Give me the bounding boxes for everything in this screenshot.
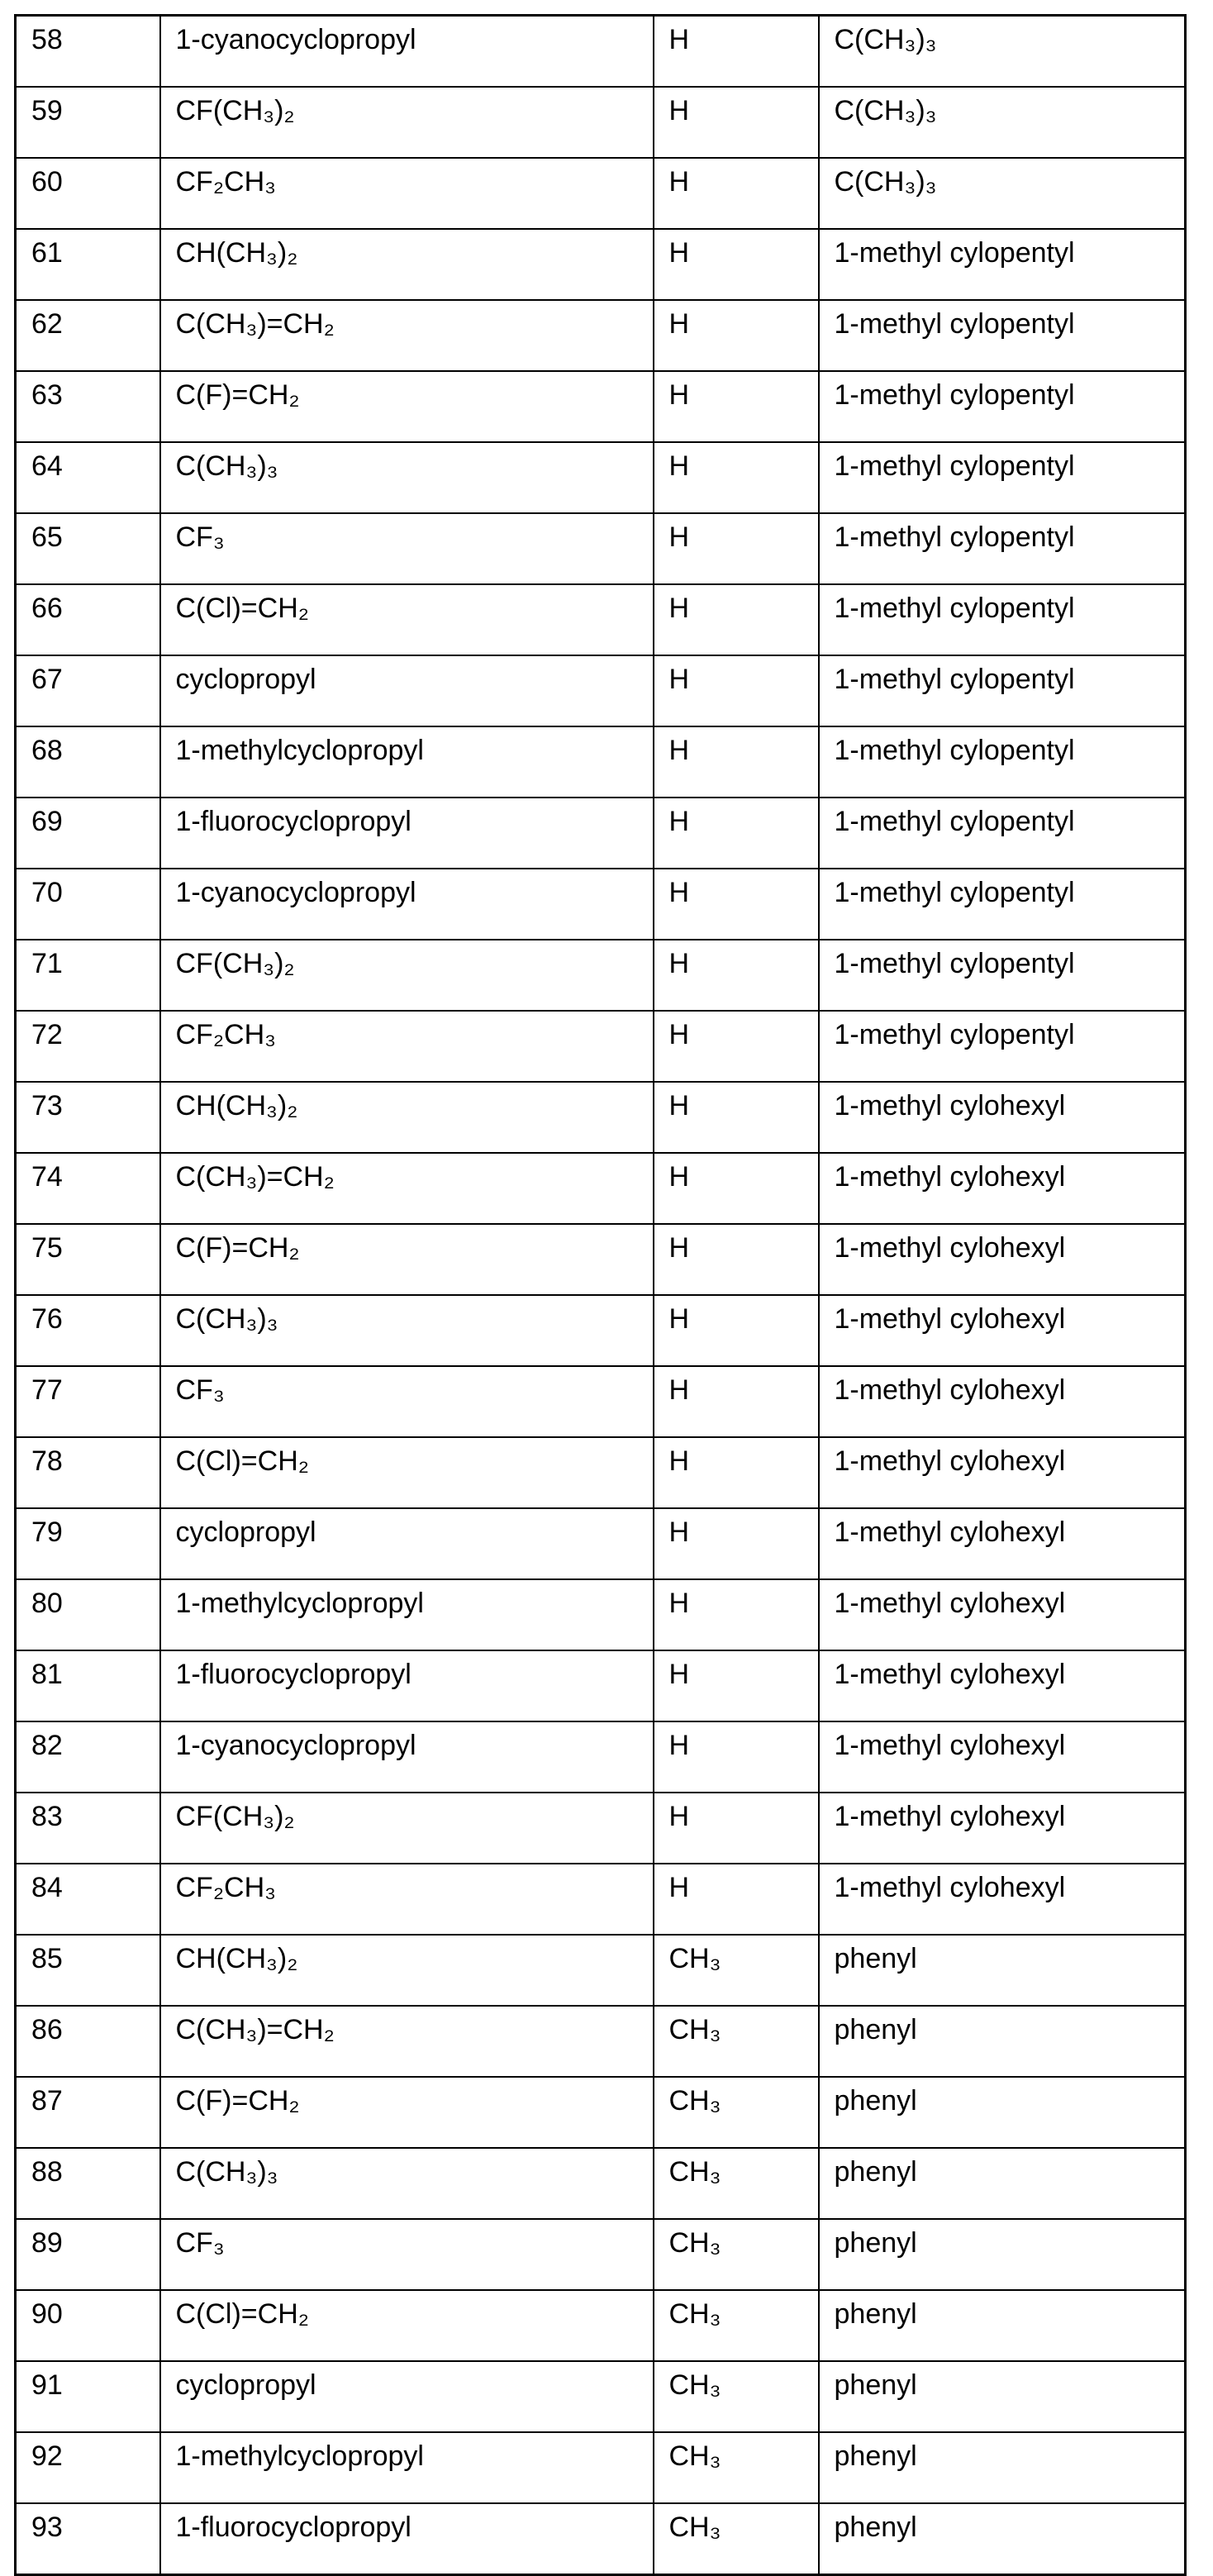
compound-number-cell: 70: [16, 869, 160, 940]
table-row: [16, 2006, 1186, 2077]
compound-number-cell: 64: [16, 442, 160, 513]
substituent-3-cell: 1-methyl cylopentyl: [819, 869, 1186, 940]
compound-number-cell: 87: [16, 2077, 160, 2148]
table-row: [16, 2290, 1186, 2361]
substituent-2-cell: H: [654, 1508, 819, 1579]
substituent-3-cell: 1-methyl cylohexyl: [819, 1437, 1186, 1508]
substituent-1-cell: 1-fluorocyclopropyl: [160, 1650, 654, 1721]
compound-number-cell: 66: [16, 584, 160, 655]
substituent-1-cell: 1-cyanocyclopropyl: [160, 1721, 654, 1793]
compound-number-cell: 92: [16, 2432, 160, 2503]
substituent-2-cell: H: [654, 1153, 819, 1224]
table-body: [16, 16, 1186, 2575]
substituent-2-cell: CH₃: [654, 2077, 819, 2148]
substituent-2-cell: CH₃: [654, 1935, 819, 2006]
substituent-3-cell: 1-methyl cylopentyl: [819, 300, 1186, 371]
substituent-1-cell: CH(CH₃)₂: [160, 1082, 654, 1153]
substituent-2-cell: H: [654, 940, 819, 1011]
substituent-2-cell: H: [654, 442, 819, 513]
substituent-3-cell: 1-methyl cylopentyl: [819, 940, 1186, 1011]
table-row: [16, 655, 1186, 726]
substituent-3-cell: 1-methyl cylopentyl: [819, 442, 1186, 513]
table-row: [16, 2219, 1186, 2290]
table-row: [16, 1650, 1186, 1721]
substituent-1-cell: CF(CH₃)₂: [160, 940, 654, 1011]
table-row: [16, 1935, 1186, 2006]
substituent-1-cell: 1-cyanocyclopropyl: [160, 869, 654, 940]
compound-number-cell: 81: [16, 1650, 160, 1721]
table-row: [16, 16, 1186, 88]
substituent-2-cell: H: [654, 1864, 819, 1935]
compound-number-cell: 58: [16, 16, 160, 88]
substituent-3-cell: 1-methyl cylohexyl: [819, 1508, 1186, 1579]
table-row: [16, 1437, 1186, 1508]
substituent-3-cell: 1-methyl cylohexyl: [819, 1721, 1186, 1793]
substituent-2-cell: H: [654, 1224, 819, 1295]
substituent-1-cell: C(CH₃)₃: [160, 442, 654, 513]
compound-number-cell: 59: [16, 87, 160, 158]
substituent-2-cell: H: [654, 1793, 819, 1864]
compound-number-cell: 79: [16, 1508, 160, 1579]
substituent-2-cell: H: [654, 1082, 819, 1153]
compound-number-cell: 78: [16, 1437, 160, 1508]
substituent-2-cell: H: [654, 158, 819, 229]
substituent-3-cell: phenyl: [819, 1935, 1186, 2006]
substituent-1-cell: cyclopropyl: [160, 1508, 654, 1579]
substituent-1-cell: C(CH₃)₃: [160, 2148, 654, 2219]
substituent-1-cell: CF₂CH₃: [160, 1864, 654, 1935]
table-row: [16, 2432, 1186, 2503]
substituent-1-cell: C(CH₃)=CH₂: [160, 2006, 654, 2077]
substituent-3-cell: 1-methyl cylopentyl: [819, 229, 1186, 300]
substituent-1-cell: CF₂CH₃: [160, 1011, 654, 1082]
substituent-1-cell: C(Cl)=CH₂: [160, 2290, 654, 2361]
substituent-3-cell: phenyl: [819, 2148, 1186, 2219]
substituent-3-cell: 1-methyl cylohexyl: [819, 1366, 1186, 1437]
compound-number-cell: 63: [16, 371, 160, 442]
substituent-2-cell: H: [654, 16, 819, 88]
substituent-2-cell: H: [654, 371, 819, 442]
substituent-1-cell: CF₃: [160, 2219, 654, 2290]
table-row: [16, 229, 1186, 300]
table-row: [16, 1721, 1186, 1793]
substituent-3-cell: 1-methyl cylohexyl: [819, 1153, 1186, 1224]
compound-number-cell: 91: [16, 2361, 160, 2432]
substituent-3-cell: 1-methyl cylohexyl: [819, 1650, 1186, 1721]
table-row: [16, 1295, 1186, 1366]
substituent-2-cell: CH₃: [654, 2503, 819, 2575]
substituent-2-cell: CH₃: [654, 2361, 819, 2432]
table-row: [16, 2361, 1186, 2432]
compound-number-cell: 61: [16, 229, 160, 300]
substituent-1-cell: C(F)=CH₂: [160, 1224, 654, 1295]
substituent-3-cell: 1-methyl cylohexyl: [819, 1864, 1186, 1935]
substituent-2-cell: H: [654, 87, 819, 158]
substituent-1-cell: CF₂CH₃: [160, 158, 654, 229]
substituent-3-cell: 1-methyl cylohexyl: [819, 1579, 1186, 1650]
substituent-3-cell: C(CH₃)₃: [819, 87, 1186, 158]
table-row: [16, 1579, 1186, 1650]
substituent-1-cell: CH(CH₃)₂: [160, 229, 654, 300]
substituent-3-cell: 1-methyl cylopentyl: [819, 513, 1186, 584]
substituent-2-cell: H: [654, 1295, 819, 1366]
compound-number-cell: 73: [16, 1082, 160, 1153]
substituent-1-cell: cyclopropyl: [160, 2361, 654, 2432]
compound-table: [14, 14, 1187, 2576]
substituent-3-cell: phenyl: [819, 2219, 1186, 2290]
substituent-2-cell: CH₃: [654, 2432, 819, 2503]
compound-number-cell: 83: [16, 1793, 160, 1864]
compound-number-cell: 65: [16, 513, 160, 584]
compound-number-cell: 80: [16, 1579, 160, 1650]
substituent-2-cell: H: [654, 1011, 819, 1082]
substituent-2-cell: H: [654, 1650, 819, 1721]
substituent-3-cell: phenyl: [819, 2077, 1186, 2148]
substituent-1-cell: C(F)=CH₂: [160, 2077, 654, 2148]
substituent-3-cell: 1-methyl cylopentyl: [819, 371, 1186, 442]
table-row: [16, 584, 1186, 655]
table-row: [16, 1082, 1186, 1153]
substituent-2-cell: CH₃: [654, 2219, 819, 2290]
substituent-1-cell: 1-fluorocyclopropyl: [160, 2503, 654, 2575]
substituent-3-cell: 1-methyl cylohexyl: [819, 1793, 1186, 1864]
table-row: [16, 1864, 1186, 1935]
compound-number-cell: 74: [16, 1153, 160, 1224]
compound-number-cell: 76: [16, 1295, 160, 1366]
table-row: [16, 1366, 1186, 1437]
table-row: [16, 513, 1186, 584]
substituent-3-cell: 1-methyl cylopentyl: [819, 655, 1186, 726]
substituent-1-cell: 1-methylcyclopropyl: [160, 726, 654, 798]
table-row: [16, 87, 1186, 158]
substituent-3-cell: 1-methyl cylohexyl: [819, 1295, 1186, 1366]
substituent-2-cell: H: [654, 1579, 819, 1650]
table-row: [16, 1224, 1186, 1295]
substituent-1-cell: CF(CH₃)₂: [160, 87, 654, 158]
substituent-1-cell: 1-methylcyclopropyl: [160, 1579, 654, 1650]
substituent-1-cell: C(Cl)=CH₂: [160, 584, 654, 655]
table-row: [16, 1153, 1186, 1224]
substituent-3-cell: phenyl: [819, 2361, 1186, 2432]
table-row: [16, 2503, 1186, 2575]
substituent-2-cell: CH₃: [654, 2290, 819, 2361]
table-row: [16, 940, 1186, 1011]
table-row: [16, 442, 1186, 513]
substituent-3-cell: 1-methyl cylohexyl: [819, 1082, 1186, 1153]
table-row: [16, 300, 1186, 371]
substituent-3-cell: 1-methyl cylopentyl: [819, 798, 1186, 869]
compound-number-cell: 68: [16, 726, 160, 798]
table-row: [16, 798, 1186, 869]
substituent-1-cell: cyclopropyl: [160, 655, 654, 726]
table-row: [16, 2148, 1186, 2219]
substituent-2-cell: H: [654, 798, 819, 869]
substituent-1-cell: C(CH₃)=CH₂: [160, 300, 654, 371]
substituent-2-cell: H: [654, 1437, 819, 1508]
substituent-2-cell: H: [654, 300, 819, 371]
substituent-3-cell: phenyl: [819, 2503, 1186, 2575]
substituent-1-cell: CF₃: [160, 1366, 654, 1437]
compound-number-cell: 75: [16, 1224, 160, 1295]
substituent-3-cell: phenyl: [819, 2432, 1186, 2503]
substituent-3-cell: 1-methyl cylopentyl: [819, 1011, 1186, 1082]
compound-number-cell: 60: [16, 158, 160, 229]
substituent-3-cell: phenyl: [819, 2290, 1186, 2361]
compound-number-cell: 85: [16, 1935, 160, 2006]
compound-number-cell: 67: [16, 655, 160, 726]
substituent-2-cell: H: [654, 229, 819, 300]
substituent-1-cell: 1-fluorocyclopropyl: [160, 798, 654, 869]
substituent-3-cell: 1-methyl cylopentyl: [819, 584, 1186, 655]
substituent-3-cell: C(CH₃)₃: [819, 16, 1186, 88]
compound-number-cell: 90: [16, 2290, 160, 2361]
compound-number-cell: 72: [16, 1011, 160, 1082]
substituent-1-cell: C(CH₃)₃: [160, 1295, 654, 1366]
substituent-2-cell: H: [654, 869, 819, 940]
compound-number-cell: 77: [16, 1366, 160, 1437]
compound-number-cell: 89: [16, 2219, 160, 2290]
compound-number-cell: 88: [16, 2148, 160, 2219]
compound-number-cell: 86: [16, 2006, 160, 2077]
table-row: [16, 726, 1186, 798]
substituent-1-cell: C(F)=CH₂: [160, 371, 654, 442]
table-row: [16, 371, 1186, 442]
substituent-3-cell: 1-methyl cylohexyl: [819, 1224, 1186, 1295]
substituent-2-cell: CH₃: [654, 2006, 819, 2077]
substituent-2-cell: H: [654, 584, 819, 655]
table-row: [16, 869, 1186, 940]
compound-number-cell: 71: [16, 940, 160, 1011]
substituent-2-cell: H: [654, 1721, 819, 1793]
compound-number-cell: 93: [16, 2503, 160, 2575]
substituent-1-cell: 1-methylcyclopropyl: [160, 2432, 654, 2503]
substituent-1-cell: C(CH₃)=CH₂: [160, 1153, 654, 1224]
substituent-1-cell: CH(CH₃)₂: [160, 1935, 654, 2006]
substituent-1-cell: 1-cyanocyclopropyl: [160, 16, 654, 88]
substituent-3-cell: phenyl: [819, 2006, 1186, 2077]
substituent-2-cell: H: [654, 726, 819, 798]
table-row: [16, 1011, 1186, 1082]
substituent-1-cell: CF₃: [160, 513, 654, 584]
compound-number-cell: 69: [16, 798, 160, 869]
substituent-2-cell: H: [654, 513, 819, 584]
compound-number-cell: 84: [16, 1864, 160, 1935]
substituent-1-cell: CF(CH₃)₂: [160, 1793, 654, 1864]
substituent-3-cell: C(CH₃)₃: [819, 158, 1186, 229]
substituent-2-cell: CH₃: [654, 2148, 819, 2219]
substituent-2-cell: H: [654, 655, 819, 726]
substituent-1-cell: C(Cl)=CH₂: [160, 1437, 654, 1508]
table-row: [16, 1508, 1186, 1579]
table-row: [16, 2077, 1186, 2148]
table-row: [16, 158, 1186, 229]
compound-number-cell: 62: [16, 300, 160, 371]
substituent-2-cell: H: [654, 1366, 819, 1437]
substituent-3-cell: 1-methyl cylopentyl: [819, 726, 1186, 798]
compound-number-cell: 82: [16, 1721, 160, 1793]
table-row: [16, 1793, 1186, 1864]
